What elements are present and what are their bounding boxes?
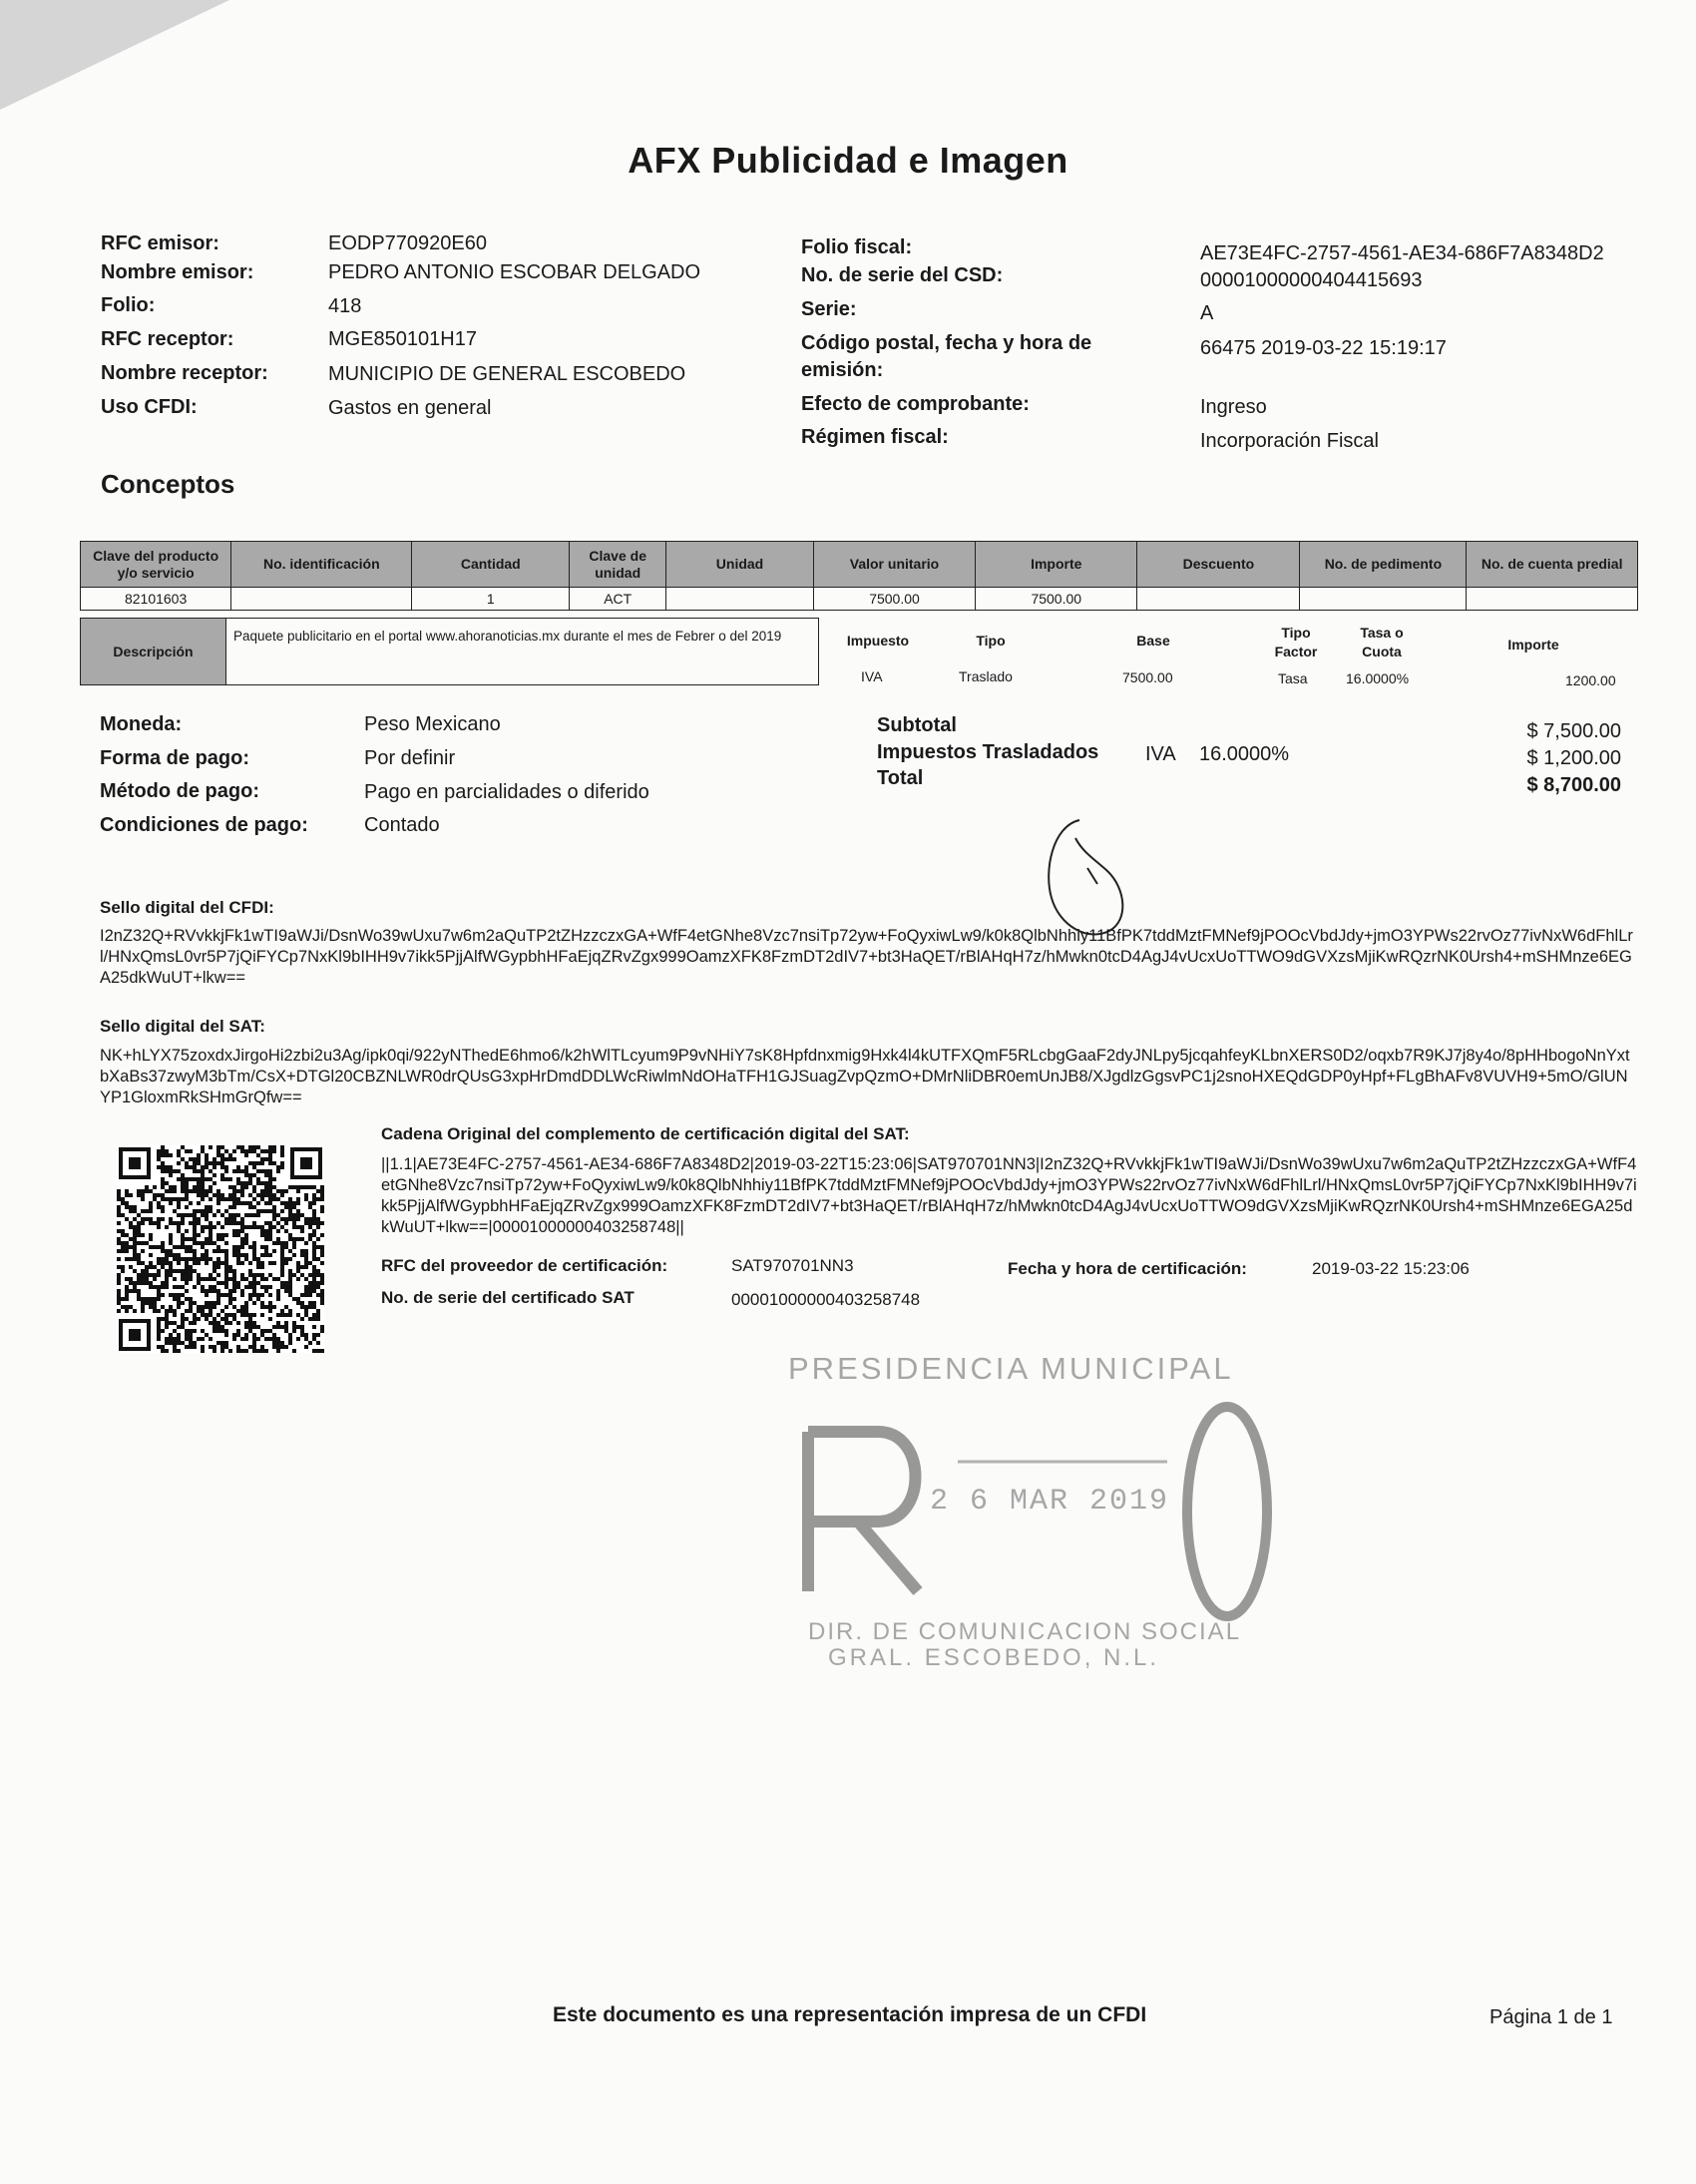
moneda-label: Moneda: bbox=[100, 713, 183, 735]
cell-unidad bbox=[666, 588, 814, 611]
subtotal-label: Subtotal bbox=[877, 714, 957, 736]
received-stamp bbox=[788, 1337, 1277, 1676]
col-clave-unidad: Clave de unidad bbox=[570, 542, 666, 588]
scan-corner-shadow bbox=[0, 0, 229, 110]
col-importe: Importe bbox=[976, 542, 1137, 588]
nombre-emisor-label: Nombre emisor: bbox=[101, 261, 254, 283]
cell-no-identificacion bbox=[231, 588, 412, 611]
cell-clave-unidad: ACT bbox=[570, 588, 666, 611]
tax-cell-tipo-factor: Tasa bbox=[1278, 670, 1308, 686]
page-title: AFX Publicidad e Imagen bbox=[628, 140, 1068, 181]
forma-pago-label: Forma de pago: bbox=[100, 747, 250, 769]
folio-fiscal-label: Folio fiscal: bbox=[801, 236, 913, 258]
cp-fecha-label-2: emisión: bbox=[801, 359, 884, 381]
tax-col-base: Base bbox=[1136, 633, 1170, 649]
impuestos-value: $ 1,200.00 bbox=[1526, 747, 1621, 769]
folio-label: Folio: bbox=[101, 294, 156, 316]
rfc-emisor-label: RFC emisor: bbox=[101, 232, 219, 254]
metodo-pago-label: Método de pago: bbox=[100, 780, 259, 802]
tax-col-importe: Importe bbox=[1507, 637, 1559, 653]
description-box bbox=[80, 618, 819, 685]
stamp-line-2: DIR. DE COMUNICACION SOCIAL bbox=[808, 1618, 1242, 1645]
page-number: Página 1 de 1 bbox=[1489, 2006, 1613, 2028]
rfc-emisor-value: EODP770920E60 bbox=[328, 232, 488, 254]
tax-col-tipo-factor: Tipo Factor bbox=[1274, 625, 1318, 659]
col-descuento: Descuento bbox=[1137, 542, 1300, 588]
nombre-emisor-value: PEDRO ANTONIO ESCOBAR DELGADO bbox=[328, 261, 701, 283]
col-no-pedimento: No. de pedimento bbox=[1300, 542, 1467, 588]
col-cantidad: Cantidad bbox=[412, 542, 570, 588]
serie-csd-value: 00001000000404415693 bbox=[1200, 269, 1423, 291]
cell-importe: 7500.00 bbox=[976, 588, 1137, 611]
cell-no-pedimento bbox=[1300, 588, 1467, 611]
cell-no-cuenta-predial bbox=[1467, 588, 1638, 611]
tax-cell-importe: 1200.00 bbox=[1565, 672, 1616, 688]
stamp-frame bbox=[788, 1392, 1277, 1621]
cell-descuento bbox=[1137, 588, 1300, 611]
tax-col-tipo: Tipo bbox=[976, 633, 1006, 649]
forma-pago-value: Por definir bbox=[364, 747, 456, 769]
impuestos-label: Impuestos Trasladados bbox=[877, 741, 1099, 763]
regimen-value: Incorporación Fiscal bbox=[1200, 430, 1379, 452]
folio-fiscal-value: AE73E4FC-2757-4561-AE34-686F7A8348D2 bbox=[1200, 242, 1604, 264]
serie-sat-value: 00001000000403258748 bbox=[731, 1290, 921, 1309]
subtotal-value: $ 7,500.00 bbox=[1526, 720, 1621, 742]
sello-sat-text: NK+hLYX75zoxdxJirgoHi2zbi2u3Ag/ipk0qi/922yNThedE6hmo6/k2hWlTLcyum9P9vNHiY7sK8Hpfdnxmig9Hxk4l4kUTFXQmF5RLcbgGaaF2dyJNLpy5jcqahfeyKLbnXERS0D2/oqxb7R9KJ7j8y4o/8pHHbogoNnYxtbXaBs37zwyM3bTm/CsX+DTGl20CBZNLWR0drQUsG3xpHrDmdDDLWcRiwlmNdOHaTFH1GJSuagZvpQzmO+DMrNliDBR0emUnJB8/XJgdlzGgsvPC1j2snoHXEQdGDP0yHpf+FLgBhAFv8VUVH9+5mO/GlUNYP1GloxmRkSHmGrQfw== bbox=[100, 1047, 1630, 1106]
col-unidad: Unidad bbox=[666, 542, 814, 588]
tax-cell-base: 7500.00 bbox=[1122, 669, 1173, 685]
serie-label: Serie: bbox=[801, 298, 857, 320]
condiciones-pago-value: Contado bbox=[364, 814, 440, 836]
qr-code bbox=[117, 1145, 324, 1353]
cp-fecha-value: 66475 2019-03-22 15:19:17 bbox=[1200, 337, 1447, 359]
description-text: Paquete publicitario en el portal www.ahoranoticias.mx durante el mes de Febrer o del 2019 bbox=[233, 629, 782, 644]
sello-cfdi-label: Sello digital del CFDI: bbox=[100, 898, 274, 917]
items-table bbox=[80, 541, 1638, 611]
tax-cell-impuesto: IVA bbox=[861, 668, 883, 684]
metodo-pago-value: Pago en parcialidades o diferido bbox=[364, 781, 649, 803]
col-valor-unitario: Valor unitario bbox=[813, 542, 975, 588]
cp-fecha-label: Código postal, fecha y hora de bbox=[801, 332, 1092, 354]
rfc-receptor-value: MGE850101H17 bbox=[328, 328, 477, 350]
cell-clave-producto: 82101603 bbox=[81, 588, 231, 611]
total-value: $ 8,700.00 bbox=[1526, 774, 1621, 796]
serie-csd-label: No. de serie del CSD: bbox=[801, 264, 1004, 286]
nombre-receptor-label: Nombre receptor: bbox=[101, 362, 268, 384]
conceptos-heading: Conceptos bbox=[101, 469, 235, 499]
stamp-line-1: PRESIDENCIA MUNICIPAL bbox=[788, 1351, 1234, 1386]
fecha-certificacion-value: 2019-03-22 15:23:06 bbox=[1312, 1259, 1470, 1278]
efecto-label: Efecto de comprobante: bbox=[801, 393, 1030, 415]
serie-value: A bbox=[1200, 302, 1214, 324]
condiciones-pago-label: Condiciones de pago: bbox=[100, 814, 308, 836]
uso-cfdi-label: Uso CFDI: bbox=[101, 396, 198, 418]
efecto-value: Ingreso bbox=[1200, 396, 1267, 418]
footer-note: Este documento es una representación impresa de un CFDI bbox=[553, 2003, 1147, 2026]
cadena-text: ||1.1|AE73E4FC-2757-4561-AE34-686F7A8348D2|2019-03-22T15:23:06|SAT970701NN3|I2nZ32Q+RVvkkjFk1wTI9aWJi/DsnWo39wUxu7w6m2aQuTP2tZHzzczxGA+WfF4etGNhe8Vzc7nsiTp72yw+FoQyxiwLw9/k0k8QlbNhhiy11BfPK7tddMztFMNef9jPOOcVbdJdy+jmO3YPWs22rvOz77ivNxW6dFhlLrl/HNxQmsL0vr5P7jQiFYCp7NxKl9bIHH9v7ikk5PjjAlfWGypbhHFaEjqZRvZgx999OamzXFK8FzmDT2dIV7+bt3HaQET/rBlAHqH7z/hMwkn0tcD4AgJ4vUcxUoTTWO9dGVXzsMjiKwRQzrNK0Ursh4+mSHMnze6EGA25dkWuUT+lkw==|00001000000403258748|| bbox=[381, 1155, 1637, 1236]
nombre-receptor-value: MUNICIPIO DE GENERAL ESCOBEDO bbox=[328, 363, 686, 385]
tax-cell-tipo: Traslado bbox=[959, 668, 1013, 684]
tax-cell-tasa: 16.0000% bbox=[1346, 670, 1410, 686]
col-clave-producto: Clave del producto y/o servicio bbox=[81, 542, 231, 588]
impuestos-tipo: IVA bbox=[1145, 743, 1176, 765]
tax-col-impuesto: Impuesto bbox=[846, 633, 910, 649]
rfc-proveedor-label: RFC del proveedor de certificación: bbox=[381, 1256, 668, 1275]
rfc-proveedor-value: SAT970701NN3 bbox=[731, 1256, 854, 1275]
qr-code-graphic bbox=[117, 1145, 324, 1353]
col-no-cuenta-predial: No. de cuenta predial bbox=[1467, 542, 1638, 588]
sello-cfdi-text: I2nZ32Q+RVvkkjFk1wTI9aWJi/DsnWo39wUxu7w6m2aQuTP2tZHzzczxGA+WfF4etGNhe8Vzc7nsiTp72yw+FoQyxiwLw9/k0k8QlbNhhiy11BfPK7tddMztFMNef9jPOOcVbdJdy+jmO3YPWs22rvOz77ivNxW6dFhlLrl/HNxQmsL0vr5P7jQiFYCp7NxKl9bIHH9v7ikk5PjjAlfWGypbhHFaEjqZRvZgx999OamzXFK8FzmDT2dIV7+bt3HaQET/rBlAHqH7z/hMwkn0tcD4AgJ4vUcxUoTTWO9dGVXzsMjiKwRQzrNK0Ursh4+mSHMnze6EGA25dkWuUT+lkw== bbox=[100, 927, 1633, 987]
total-label: Total bbox=[877, 767, 924, 789]
stamp-date: 2 6 MAR 2019 bbox=[930, 1485, 1170, 1519]
uso-cfdi-value: Gastos en general bbox=[328, 397, 492, 419]
cell-cantidad: 1 bbox=[412, 588, 570, 611]
table-row bbox=[81, 588, 1638, 611]
cell-valor-unitario: 7500.00 bbox=[813, 588, 975, 611]
stamp-line-3: GRAL. ESCOBEDO, N.L. bbox=[828, 1644, 1160, 1671]
fecha-certificacion-label: Fecha y hora de certificación: bbox=[1008, 1259, 1247, 1278]
rfc-receptor-label: RFC receptor: bbox=[101, 328, 234, 350]
description-label: Descripción bbox=[81, 619, 226, 684]
regimen-label: Régimen fiscal: bbox=[801, 426, 949, 448]
cadena-label: Cadena Original del complemento de certificación digital del SAT: bbox=[381, 1124, 910, 1143]
tax-col-tasa-cuota: Tasa o Cuota bbox=[1360, 625, 1404, 659]
serie-sat-label: No. de serie del certificado SAT bbox=[381, 1288, 635, 1307]
sello-sat-label: Sello digital del SAT: bbox=[100, 1017, 265, 1036]
impuestos-tasa: 16.0000% bbox=[1199, 743, 1290, 765]
folio-value: 418 bbox=[328, 295, 362, 317]
col-no-identificacion: No. identificación bbox=[231, 542, 412, 588]
moneda-value: Peso Mexicano bbox=[364, 713, 501, 735]
